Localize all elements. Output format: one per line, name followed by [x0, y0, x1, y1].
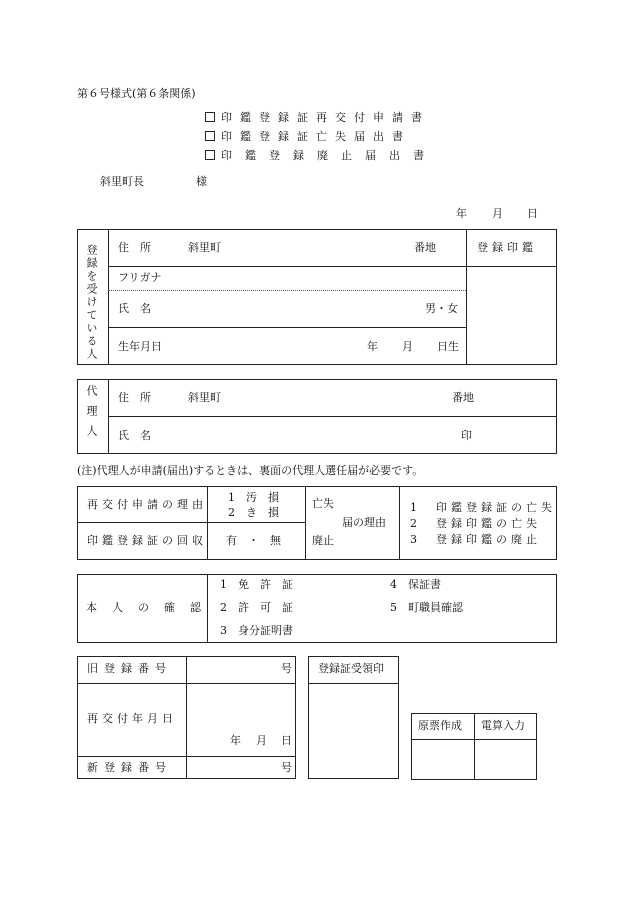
reissue-day: 日: [281, 734, 292, 747]
title-loss: 印鑑登録証亡失届出書: [205, 131, 411, 142]
old-number-suffix: 号: [281, 662, 292, 675]
title-abolish: 印鑑登録廃止届出書: [205, 150, 437, 161]
identity-option-2[interactable]: 2 許 可 証: [220, 601, 293, 614]
identity-option-3[interactable]: 3 身分証明書: [220, 624, 293, 637]
notify-reason-label: 届の理由: [342, 516, 386, 529]
date-day: 日: [527, 207, 538, 220]
registrant-name-label: 氏 名: [118, 302, 151, 315]
reason-item-1[interactable]: 1 印鑑登録証の亡失: [410, 501, 556, 514]
reissue-year: 年: [230, 734, 241, 747]
gender-field[interactable]: 男・女: [425, 302, 458, 315]
addressee-honorific: 様: [196, 175, 207, 188]
checkbox-abolish[interactable]: [205, 150, 215, 160]
new-number-suffix: 号: [281, 761, 292, 774]
furigana-label: フリガナ: [118, 271, 162, 284]
birth-month: 月: [402, 340, 413, 353]
abolish-label: 廃止: [312, 534, 334, 547]
reissue-date-label: 再交付年月日: [87, 712, 177, 725]
birth-day: 日生: [437, 340, 459, 353]
registered-seal-label: 登録印鑑: [477, 241, 537, 254]
identity-label: 本人の確認: [86, 601, 216, 614]
date-month: 月: [492, 207, 503, 220]
form-number: 第６号様式(第６条関係): [77, 87, 196, 100]
birth-year: 年: [367, 340, 378, 353]
checkbox-loss[interactable]: [205, 131, 215, 141]
collect-label: 印鑑登録証の回収: [87, 534, 207, 547]
reissue-option-1[interactable]: 1 汚 損: [228, 491, 279, 504]
loss-label: 亡失: [312, 497, 334, 510]
reason-item-3[interactable]: 3 登録印鑑の廃止: [410, 533, 541, 546]
reissue-month: 月: [256, 734, 267, 747]
registrant-banchi: 番地: [414, 241, 436, 254]
birth-label: 生年月日: [118, 340, 162, 353]
agent-note: (注)代理人が申請(届出)するときは、裏面の代理人選任届が必要です。: [77, 464, 424, 477]
registrant-side-label: 登録を受けている人: [85, 244, 98, 361]
title-reissue: 印鑑登録証再交付申請書: [205, 112, 430, 123]
agent-name-label: 氏 名: [118, 429, 151, 442]
identity-option-1[interactable]: 1 免 許 証: [220, 578, 293, 591]
reason-item-2[interactable]: 2 登録印鑑の亡失: [410, 517, 541, 530]
registrant-town: 斜里町: [188, 241, 221, 254]
draft-label: 原票作成: [418, 719, 462, 732]
calc-input-label: 電算入力: [481, 719, 525, 732]
receipt-seal-label: 登録証受領印: [318, 662, 384, 675]
agent-side-label: 代理人: [85, 385, 98, 445]
registrant-address-label: 住 所: [118, 241, 151, 254]
reissue-option-2[interactable]: 2 き 損: [228, 506, 279, 519]
addressee-office: 斜里町長: [100, 175, 144, 188]
identity-option-5[interactable]: 5 町職員確認: [390, 601, 463, 614]
date-year: 年: [456, 207, 467, 220]
new-number-label: 新登録番号: [87, 761, 172, 774]
agent-banchi: 番地: [452, 391, 474, 404]
checkbox-reissue[interactable]: [205, 112, 215, 122]
identity-option-4[interactable]: 4 保証書: [390, 578, 441, 591]
collect-value[interactable]: 有 ・ 無: [226, 534, 281, 547]
reissue-reason-label: 再交付申請の理由: [87, 498, 207, 511]
old-number-label: 旧登録番号: [87, 662, 172, 675]
agent-address-label: 住 所: [118, 391, 151, 404]
agent-town: 斜里町: [188, 391, 221, 404]
agent-seal: 印: [461, 429, 472, 442]
